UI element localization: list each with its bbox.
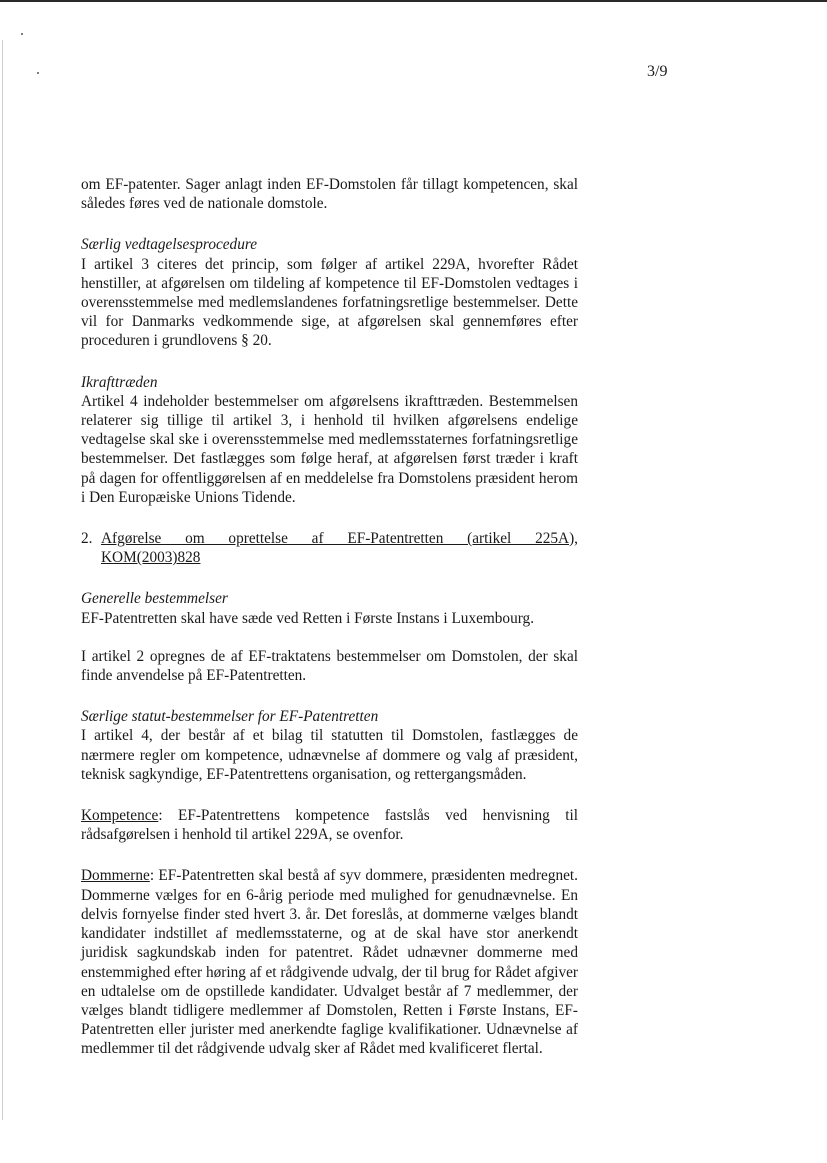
subheading-ikrafttraeden: Ikrafttræden (81, 373, 158, 391)
subheading-generelle: Generelle bestemmelser (81, 590, 228, 608)
section-title (101, 529, 578, 567)
paragraph: om EF-patenter. Sager anlagt inden EF-Domstolen får tillagt kompetencen, skal således føres ved de nationale domstole. (81, 176, 578, 213)
document-body (81, 175, 578, 1059)
paragraph-dommerne (81, 866, 578, 1058)
section-heading (81, 529, 578, 567)
paragraph: I artikel 3 citeres det princip, som følger af artikel 229A, hvorefter Rådet henstiller, at afgørelsen om tildeling af kompetence til EF-Domstolen vedtages i overensstemmelse med medlemslandenes forfatningsretlige bestemmelser. Dette vil for Danmarks vedkommende sige, at afgørelsen skal gennemføres efter proceduren i grundlovens § 20. (81, 255, 578, 350)
top-border (0, 0, 827, 2)
paragraph-kompetence (81, 806, 578, 844)
paragraph: I artikel 2 opregnes de af EF-traktatens bestemmelser om Domstolen, der skal finde anvendelse på EF-Patentretten. (81, 647, 578, 685)
section-title-line2: KOM(2003)828 (101, 549, 201, 567)
text-dommerne: : EF-Patentretten skal bestå af syv dommere, præsidenten medregnet. Dommerne vælges for en 6-årig periode med mulighed for genudnævnelse. En delvis fornyelse finder sted hvert 3. år. Det foreslås, at dommerne vælges blandt kandidater indstillet af medlemsstaterne, og at de skal have stor anerkendt juridisk sagkundskab inden for patentret. Rådet udnævner dommerne med enstemmighed efter høring af et rådgivende udvalg, der til brug for Rådet afgiver en udtalelse om de opstillede kandidater. Udvalget består af 7 medlemmer, der vælges blandt tidligere medlemmer af Domstolen, Retten i Første Instans, EF-Patentretten eller jurister med anerkendte faglige kvalifikationer. Udnævnelse af medlemmer til det rådgivende udvalg sker af Rådet med kvalificeret flertal. (81, 867, 578, 1058)
text-kompetence: : EF-Patentrettens kompetence fastslås ved henvisning til rådsafgørelsen i henhold til artikel 229A, se ovenfor. (81, 807, 578, 844)
subheading-vedtagelsesprocedure: Særlig vedtagelsesprocedure (81, 236, 258, 254)
paragraph: Artikel 4 indeholder bestemmelser om afgørelsens ikrafttræden. Bestemmelsen relaterer sig tillige til artikel 3, i henhold til hvilken afgørelsens endelige vedtagelse skal ske i overensstemmelse med medlemsstaternes forfatningsretlige bestemmelser. Det fastlægges som følge heraf, at afgørelsen først træder i kraft på dagen for offentliggørelsen af en meddelelse fra Domstolens præsident herom i Den Europæiske Unions Tidende. (81, 392, 578, 506)
subheading-statut: Særlige statut-bestemmelser for EF-Patentretten (81, 708, 379, 726)
scan-speck (37, 72, 39, 74)
section-title-line1: Afgørelse om oprettelse af EF-Patentretten (artikel 225A), (101, 530, 578, 548)
paragraph: EF-Patentretten skal have sæde ved Retten i Første Instans i Luxembourg. (81, 609, 535, 627)
label-kompetence: Kompetence (81, 807, 159, 825)
left-margin-line (2, 40, 3, 1120)
paragraph: I artikel 4, der består af et bilag til statutten til Domstolen, fastlægges de nærmere regler om kompetence, udnævnelse af dommere og valg af præsident, teknisk sagkyndige, EF-Patentrettens organisation, og rettergangsmåden. (81, 727, 578, 783)
section-number: 2. (81, 530, 93, 548)
scan-speck (21, 33, 23, 35)
label-dommerne: Dommerne (81, 867, 150, 885)
page-number: 3/9 (647, 63, 668, 80)
